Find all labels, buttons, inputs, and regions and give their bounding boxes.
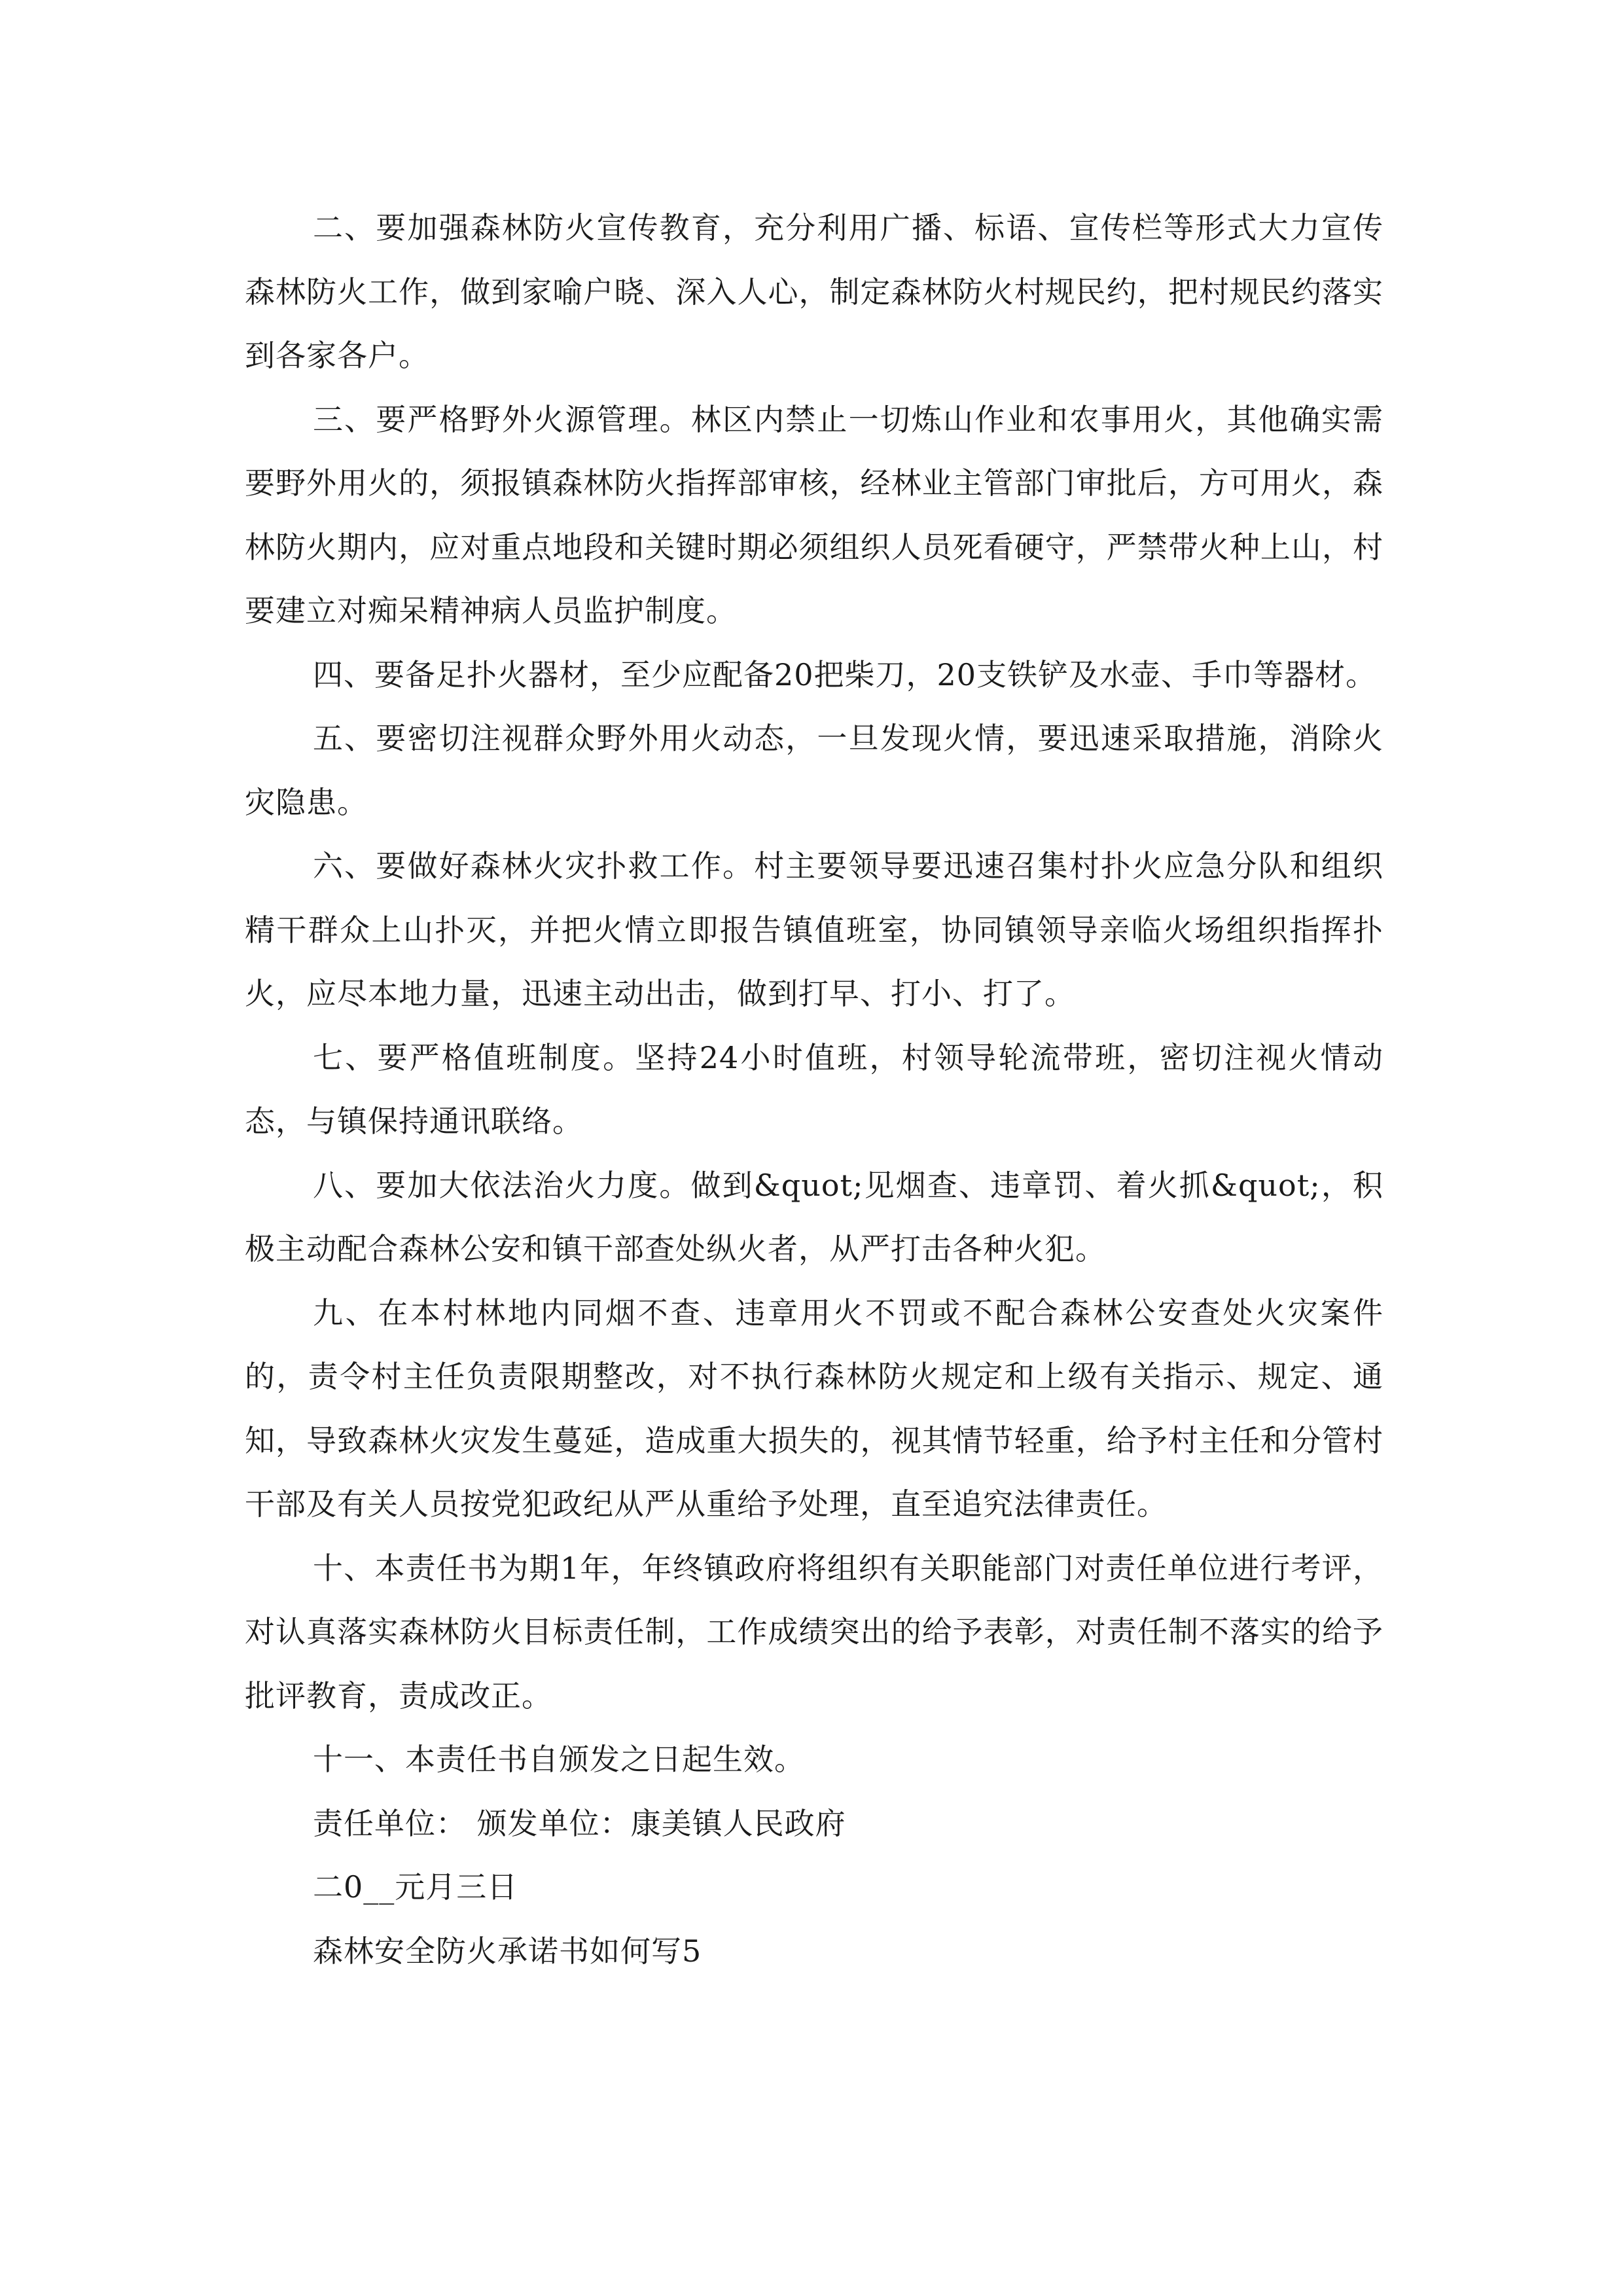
document-body — [245, 196, 1383, 1983]
paragraph-2: 二、要加强森林防火宣传教育，充分利用广播、标语、宣传栏等形式大力宣传森林防火工作，做到家喻户晓、深入人心，制定森林防火村规民约，把村规民约落实到各家各户。 — [245, 210, 1383, 373]
signature-line: 责任单位： 颁发单位：康美镇人民政府 — [313, 1805, 846, 1841]
paragraph-10: 十、本责任书为期1年，年终镇政府将组织有关职能部门对责任单位进行考评，对认真落实森林防火目标责任制，工作成绩突出的给予表彰，对责任制不落实的给予批评教育，责成改正。 — [245, 1550, 1383, 1713]
paragraph-5: 五、要密切注视群众野外用火动态，一旦发现火情，要迅速采取措施，消除火灾隐患。 — [245, 721, 1383, 820]
date-line: 二0__元月三日 — [313, 1869, 518, 1905]
next-section-title: 森林安全防火承诺书如何写5 — [313, 1933, 702, 1969]
paragraph-9: 九、在本村林地内同烟不查、违章用火不罚或不配合森林公安查处火灾案件的，责令村主任负责限期整改，对不执行森林防火规定和上级有关指示、规定、通知，导致森林火灾发生蔓延，造成重大损失的，视其情节轻重，给予村主任和分管村干部及有关人员按党犯政纪从严从重给予处理，直至追究法律责任。 — [245, 1295, 1383, 1522]
paragraph-8: 八、要加大依法治火力度。做到&quot;见烟查、违章罚、着火抓&quot;，积极主动配合森林公安和镇干部查处纵火者，从严打击各种火犯。 — [245, 1167, 1383, 1266]
paragraph-3: 三、要严格野外火源管理。林区内禁止一切炼山作业和农事用火，其他确实需要野外用火的，须报镇森林防火指挥部审核，经林业主管部门审批后，方可用火，森林防火期内，应对重点地段和关键时期必须组织人员死看硬守，严禁带火种上山，村要建立对痴呆精神病人员监护制度。 — [245, 401, 1383, 628]
paragraph-11: 十一、本责任书自颁发之日起生效。 — [313, 1742, 805, 1777]
paragraph-4: 四、要备足扑火器材，至少应配备20把柴刀，20支铁铲及水壶、手巾等器材。 — [313, 656, 1377, 692]
paragraph-7: 七、要严格值班制度。坚持24小时值班，村领导轮流带班，密切注视火情动态，与镇保持通讯联络。 — [245, 1039, 1383, 1139]
paragraph-6: 六、要做好森林火灾扑救工作。村主要领导要迅速召集村扑火应急分队和组织精干群众上山扑灭，并把火情立即报告镇值班室，协同镇领导亲临火场组织指挥扑火，应尽本地力量，迅速主动出击，做到打早、打小、打了。 — [245, 848, 1383, 1011]
